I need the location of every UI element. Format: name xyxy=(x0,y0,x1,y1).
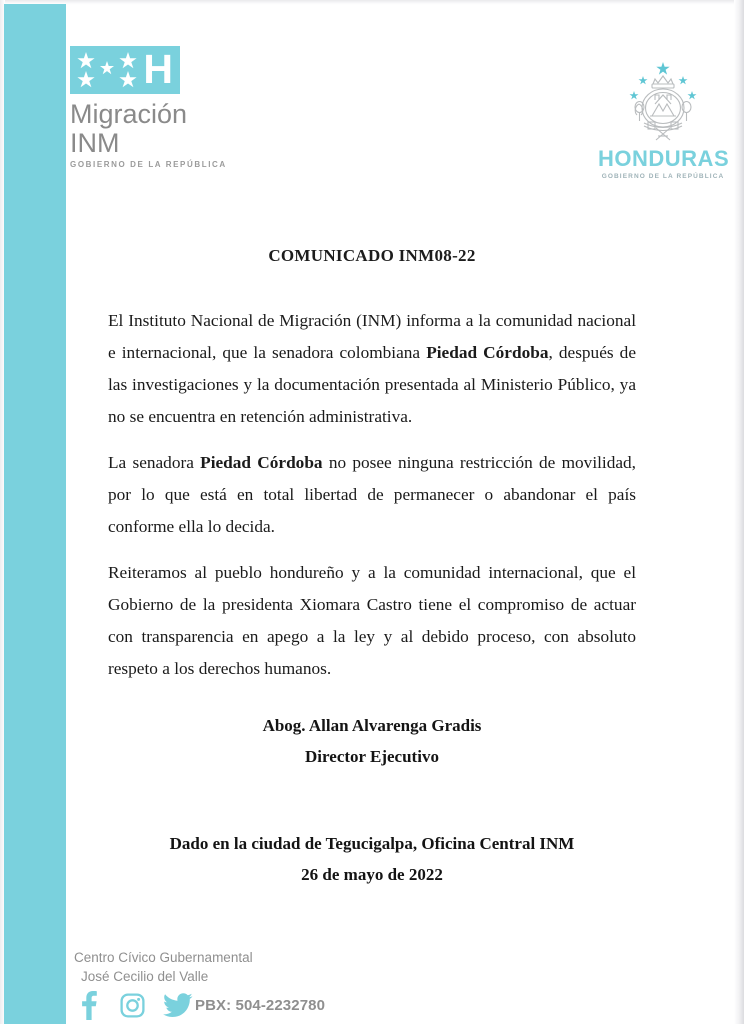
paragraph-text: La senadora xyxy=(108,453,201,472)
body-paragraph xyxy=(108,305,636,433)
signatory-name: Abog. Allan Alvarenga Gradis xyxy=(262,716,482,735)
paragraph-text: El Instituto Nacional de Migración (INM) informa a la comunidad nacional e internacional, que la senadora colombiana xyxy=(108,311,636,362)
twitter-icon[interactable] xyxy=(163,993,193,1018)
inm-wordmark-line1: Migración xyxy=(70,99,188,129)
document-header xyxy=(0,0,744,200)
inm-logo-letter-h: H xyxy=(143,46,172,92)
inm-logo-subtitle: GOBIERNO DE LA REPÚBLICA xyxy=(70,160,227,169)
dateline-block xyxy=(108,828,636,890)
inm-wordmark xyxy=(70,100,285,158)
honduras-logo-subtitle: GOBIERNO DE LA REPÚBLICA xyxy=(601,173,725,180)
honduras-coat-of-arms-icon xyxy=(598,60,728,148)
honduras-wordmark: HONDURAS xyxy=(598,146,730,171)
document-body xyxy=(108,305,636,685)
document-footer xyxy=(74,948,674,1022)
footer-contact-row xyxy=(74,988,674,1022)
signature-block xyxy=(108,710,636,772)
signatory-position: Director Ejecutivo xyxy=(305,747,439,766)
inm-wordmark-line2: INM xyxy=(70,128,120,158)
coat-of-arms-wrap xyxy=(598,60,728,148)
footer-phone: PBX: 504-2232780 xyxy=(195,996,326,1014)
footer-address-line2: José Cecilio del Valle xyxy=(81,969,209,984)
honduras-government-logo xyxy=(598,60,728,180)
footer-address-line1: Centro Cívico Gubernamental xyxy=(74,950,253,965)
dateline-place: Dado en la ciudad de Tegucigalpa, Oficina Central INM xyxy=(169,834,575,853)
paragraph-text: , después de las investigaciones y la documentación presentada al Ministerio Público, ya no se encuentra en retención administrativa. xyxy=(108,343,636,426)
inm-logo-mark xyxy=(70,46,180,94)
facebook-icon[interactable] xyxy=(78,990,98,1020)
honduras-five-stars-icon xyxy=(76,50,138,90)
emphasized-text: Piedad Córdoba xyxy=(200,453,323,472)
body-paragraph xyxy=(108,557,636,685)
body-paragraph xyxy=(108,447,636,543)
dateline-date: 26 de mayo de 2022 xyxy=(301,865,443,884)
emphasized-text: Piedad Córdoba xyxy=(426,343,549,362)
paragraph-text: no posee ninguna restricción de movilidad, por lo que está en total libertad de permanecer o abandonar el país conforme ella lo decida. xyxy=(108,453,636,536)
instagram-icon[interactable] xyxy=(120,993,145,1018)
inm-logo xyxy=(70,46,285,169)
document-title: COMUNICADO INM08-22 xyxy=(268,246,476,265)
paragraph-text: Reiteramos al pueblo hondureño y a la comunidad internacional, que el Gobierno de la presidenta Xiomara Castro tiene el compromiso de actuar con transparencia en apego a la ley y al debido proceso, con absoluto respeto a los derechos humanos. xyxy=(108,563,636,678)
